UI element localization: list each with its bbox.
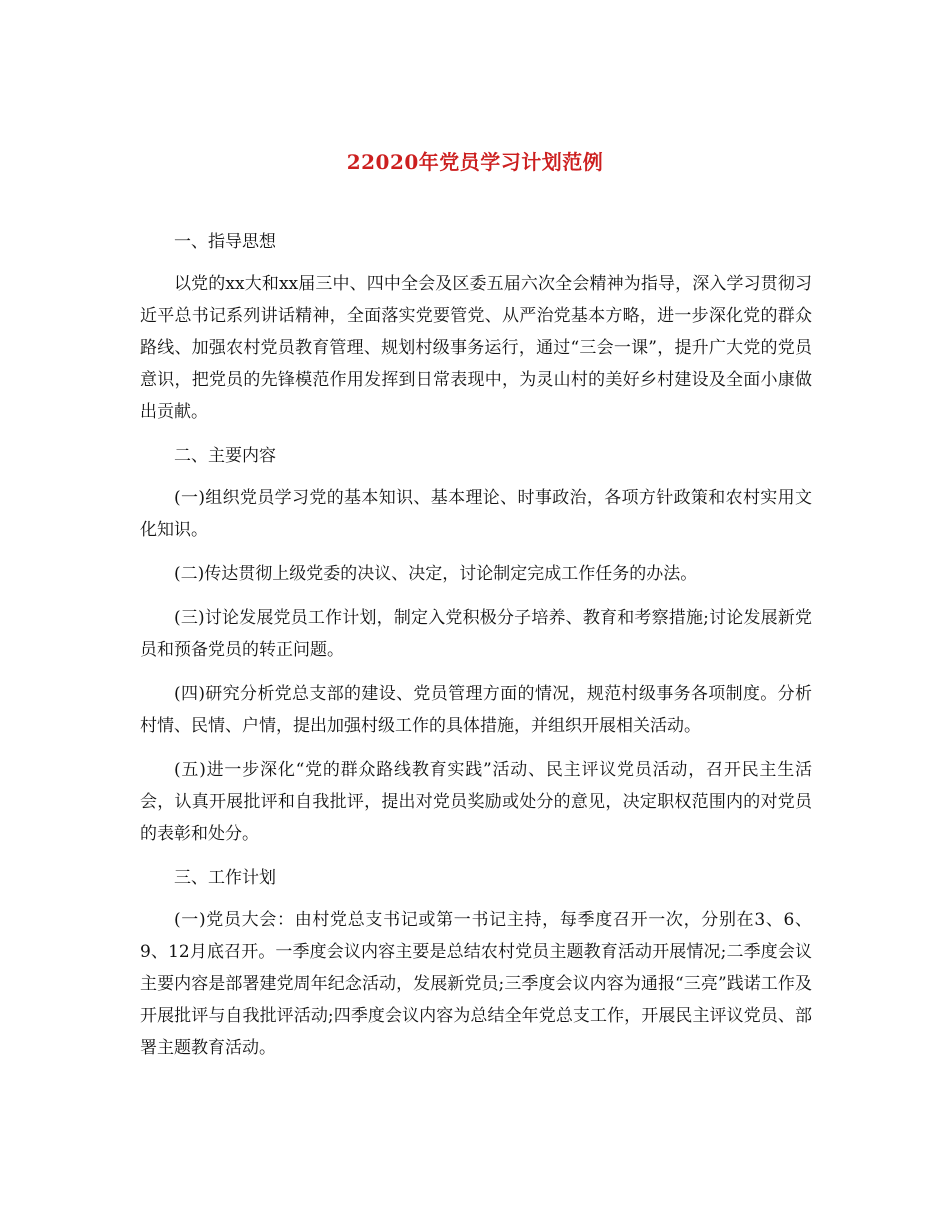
document-title: 22020年党员学习计划范例 [346, 150, 604, 174]
paragraph: (五)进一步深化“党的群众路线教育实践”活动、民主评议党员活动，召开民主生活会，认真开展批评和自我批评，提出对党员奖励或处分的意见，决定职权范围内的对党员的表彰和处分。 [140, 760, 812, 844]
paragraph: 以党的xx大和xx届三中、四中全会及区委五届六次全会精神为指导，深入学习贯彻习近平总书记系列讲话精神，全面落实党要管党、从严治党基本方略，进一步深化党的群众路线、加强农村党员教育管理、规划村级事务运行，通过“三会一课”，提升广大党的党员意识，把党员的先锋模范作用发挥到日常表现中，为灵山村的美好乡村建设及全面小康做出贡献。 [140, 274, 812, 422]
paragraph: (一)组织党员学习党的基本知识、基本理论、时事政治，各项方针政策和农村实用文化知识。 [140, 488, 812, 540]
section-heading-work-plan: 三、工作计划 [174, 868, 276, 888]
section-heading-main-content: 二、主要内容 [174, 446, 276, 466]
paragraph: (三)讨论发展党员工作计划，制定入党积极分子培养、教育和考察措施;讨论发展新党员和预备党员的转正问题。 [140, 608, 812, 660]
section-heading-guiding-ideology: 一、指导思想 [174, 232, 276, 252]
paragraph: (一)党员大会：由村党总支书记或第一书记主持，每季度召开一次，分别在3、6、9、12月底召开。一季度会议内容主要是总结农村党员主题教育活动开展情况;二季度会议主要内容是部署建党周年纪念活动，发展新党员;三季度会议内容为通报“三亮”践诺工作及开展批评与自我批评活动;四季度会议内容为总结全年党总支工作，开展民主评议党员、部署主题教育活动。 [140, 910, 812, 1058]
document-body [140, 226, 812, 1076]
paragraph: (二)传达贯彻上级党委的决议、决定，讨论制定完成工作任务的办法。 [174, 564, 698, 584]
paragraph: (四)研究分析党总支部的建设、党员管理方面的情况，规范村级事务各项制度。分析村情、民情、户情，提出加强村级工作的具体措施，并组织开展相关活动。 [140, 684, 812, 736]
